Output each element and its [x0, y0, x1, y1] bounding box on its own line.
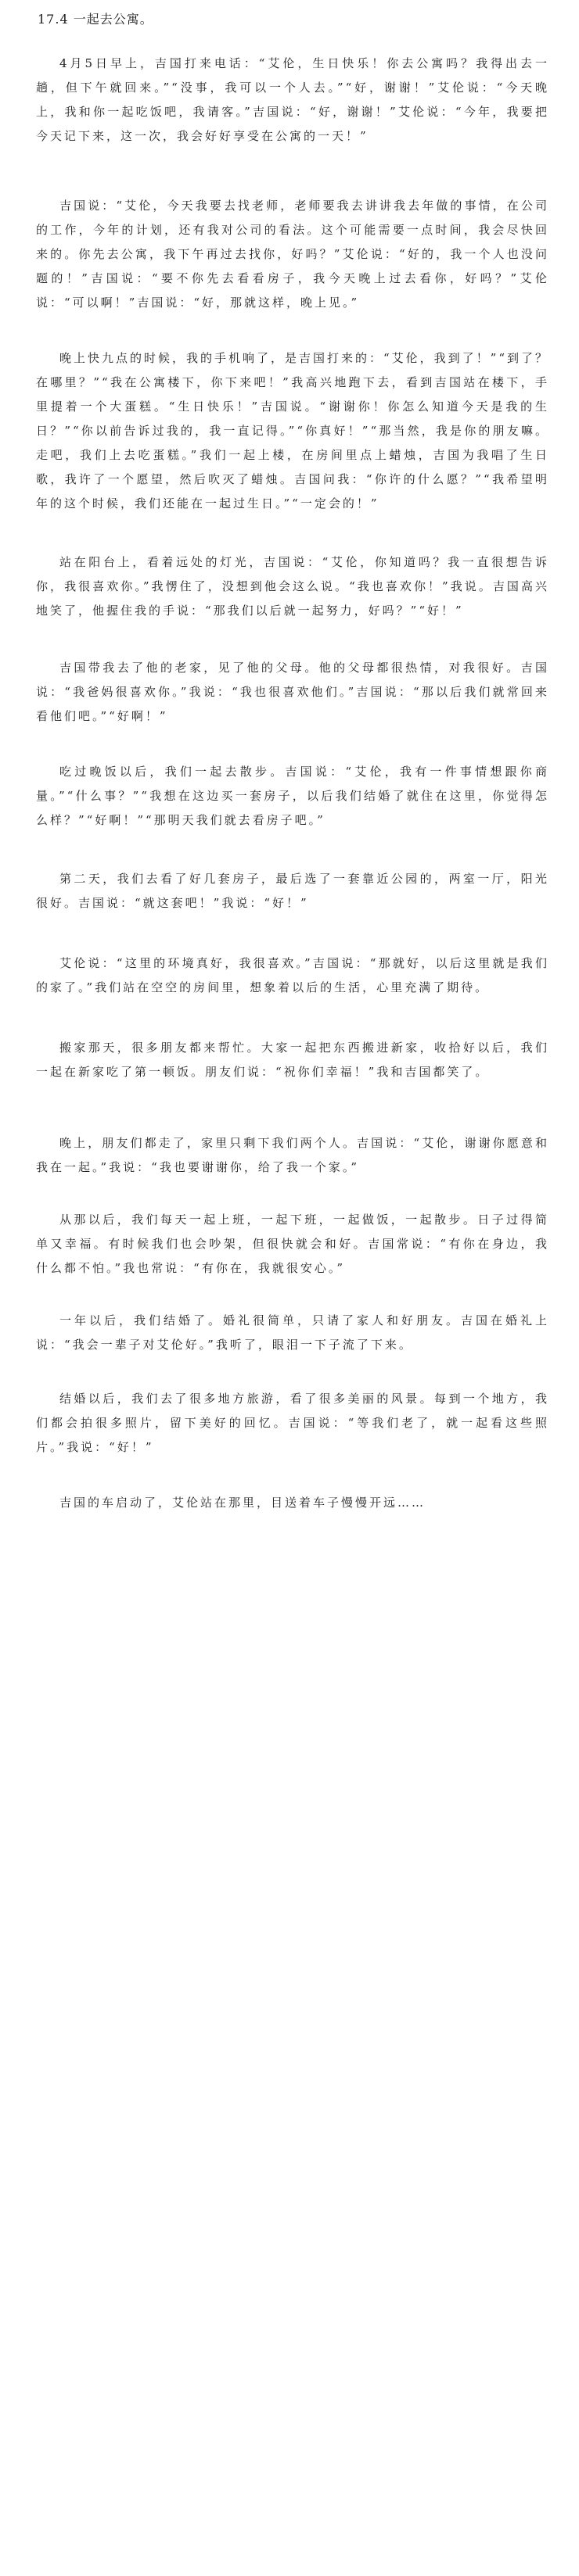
paragraph-6: 吃过晚饭以后，我们一起去散步。吉国说：“艾伦，我有一件事情想跟你商量。”“什么事？”“我想在这边买一套房子，以后我们结婚了就住在这里，你觉得怎么样？”“好啊！”“那明天我们就去看房子吧。” [36, 765, 549, 827]
paragraph-5: 吉国带我去了他的老家，见了他的父母。他的父母都很热情，对我很好。吉国说：“我爸妈很喜欢你。”我说：“我也很喜欢他们。”吉国说：“那以后我们就常回来看他们吧。”“好啊！” [36, 661, 549, 723]
paragraph-7: 第二天，我们去看了好几套房子，最后选了一套靠近公园的，两室一厅，阳光很好。吉国说：“就这套吧！”我说：“好！” [36, 872, 549, 910]
paragraph-9: 搬家那天，很多朋友都来帮忙。大家一起把东西搬进新家，收拾好以后，我们一起在新家吃了第一顿饭。朋友们说：“祝你们幸福！”我和吉国都笑了。 [36, 1041, 549, 1079]
paragraph-14: 吉国的车启动了，艾伦站在那里，目送着车子慢慢开远…… [59, 1496, 426, 1510]
paragraph-4: 站在阳台上，看着远处的灯光，吉国说：“艾伦，你知道吗？我一直很想告诉你，我很喜欢你。”我愣住了，没想到他会这么说。“我也喜欢你！”我说。吉国高兴地笑了，他握住我的手说：“那我们以后就一起努力，好吗？”“好！” [36, 555, 549, 618]
paragraph-8: 艾伦说：“这里的环境真好，我很喜欢。”吉国说：“那就好，以后这里就是我们的家了。”我们站在空空的房间里，想象着以后的生活，心里充满了期待。 [36, 956, 549, 994]
document-title: 17.4 一起去公寓。 [38, 12, 153, 27]
paragraph-1: 4月5日早上，吉国打来电话：“艾伦，生日快乐！你去公寓吗？我得出去一趟，但下午就回来。”“没事，我可以一个人去。”“好，谢谢！”艾伦说：“今天晚上，我和你一起吃饭吧，我请客。”吉国说：“好，谢谢！”艾伦说：“今年，我要把今天记下来，这一次，我会好好享受在公寓的一天！” [36, 56, 549, 143]
paragraph-11: 从那以后，我们每天一起上班，一起下班，一起做饭，一起散步。日子过得简单又幸福。有时候我们也会吵架，但很快就会和好。吉国常说：“有你在身边，我什么都不怕。”我也常说：“有你在，我就很安心。” [36, 1213, 549, 1275]
paragraph-2: 吉国说：“艾伦，今天我要去找老师，老师要我去讲讲我去年做的事情，在公司的工作，今年的计划，还有我对公司的看法。这个可能需要一点时间，我会尽快回来的。你先去公寓，我下午再过去找你，好吗？”艾伦说：“好的，我一个人也没问题的！”吉国说：“要不你先去看看房子，我今天晚上过去看你，好吗？”艾伦说：“可以啊！”吉国说：“好，那就这样，晚上见。” [36, 199, 549, 310]
paragraph-10: 晚上，朋友们都走了，家里只剩下我们两个人。吉国说：“艾伦，谢谢你愿意和我在一起。”我说：“我也要谢谢你，给了我一个家。” [36, 1136, 549, 1174]
paragraph-12: 一年以后，我们结婚了。婚礼很简单，只请了家人和好朋友。吉国在婚礼上说：“我会一辈子对艾伦好。”我听了，眼泪一下子流了下来。 [36, 1313, 549, 1352]
paragraph-3: 晚上快九点的时候，我的手机响了，是吉国打来的：“艾伦，我到了！”“到了？在哪里？”“我在公寓楼下，你下来吧！”我高兴地跑下去，看到吉国站在楼下，手里提着一个大蛋糕。“生日快乐！”吉国说。“谢谢你！你怎么知道今天是我的生日？”“你以前告诉过我的，我一直记得。”“你真好！”“那当然，我是你的朋友嘛。走吧，我们上去吃蛋糕。”我们一起上楼，在房间里点上蜡烛，吉国为我唱了生日歌，我许了一个愿望，然后吹灭了蜡烛。吉国问我：“你许的什么愿？”“我希望明年的这个时候，我们还能在一起过生日。”“一定会的！” [36, 351, 550, 511]
paragraph-13: 结婚以后，我们去了很多地方旅游，看了很多美丽的风景。每到一个地方，我们都会拍很多照片，留下美好的回忆。吉国说：“等我们老了，就一起看这些照片。”我说：“好！” [36, 1392, 549, 1454]
